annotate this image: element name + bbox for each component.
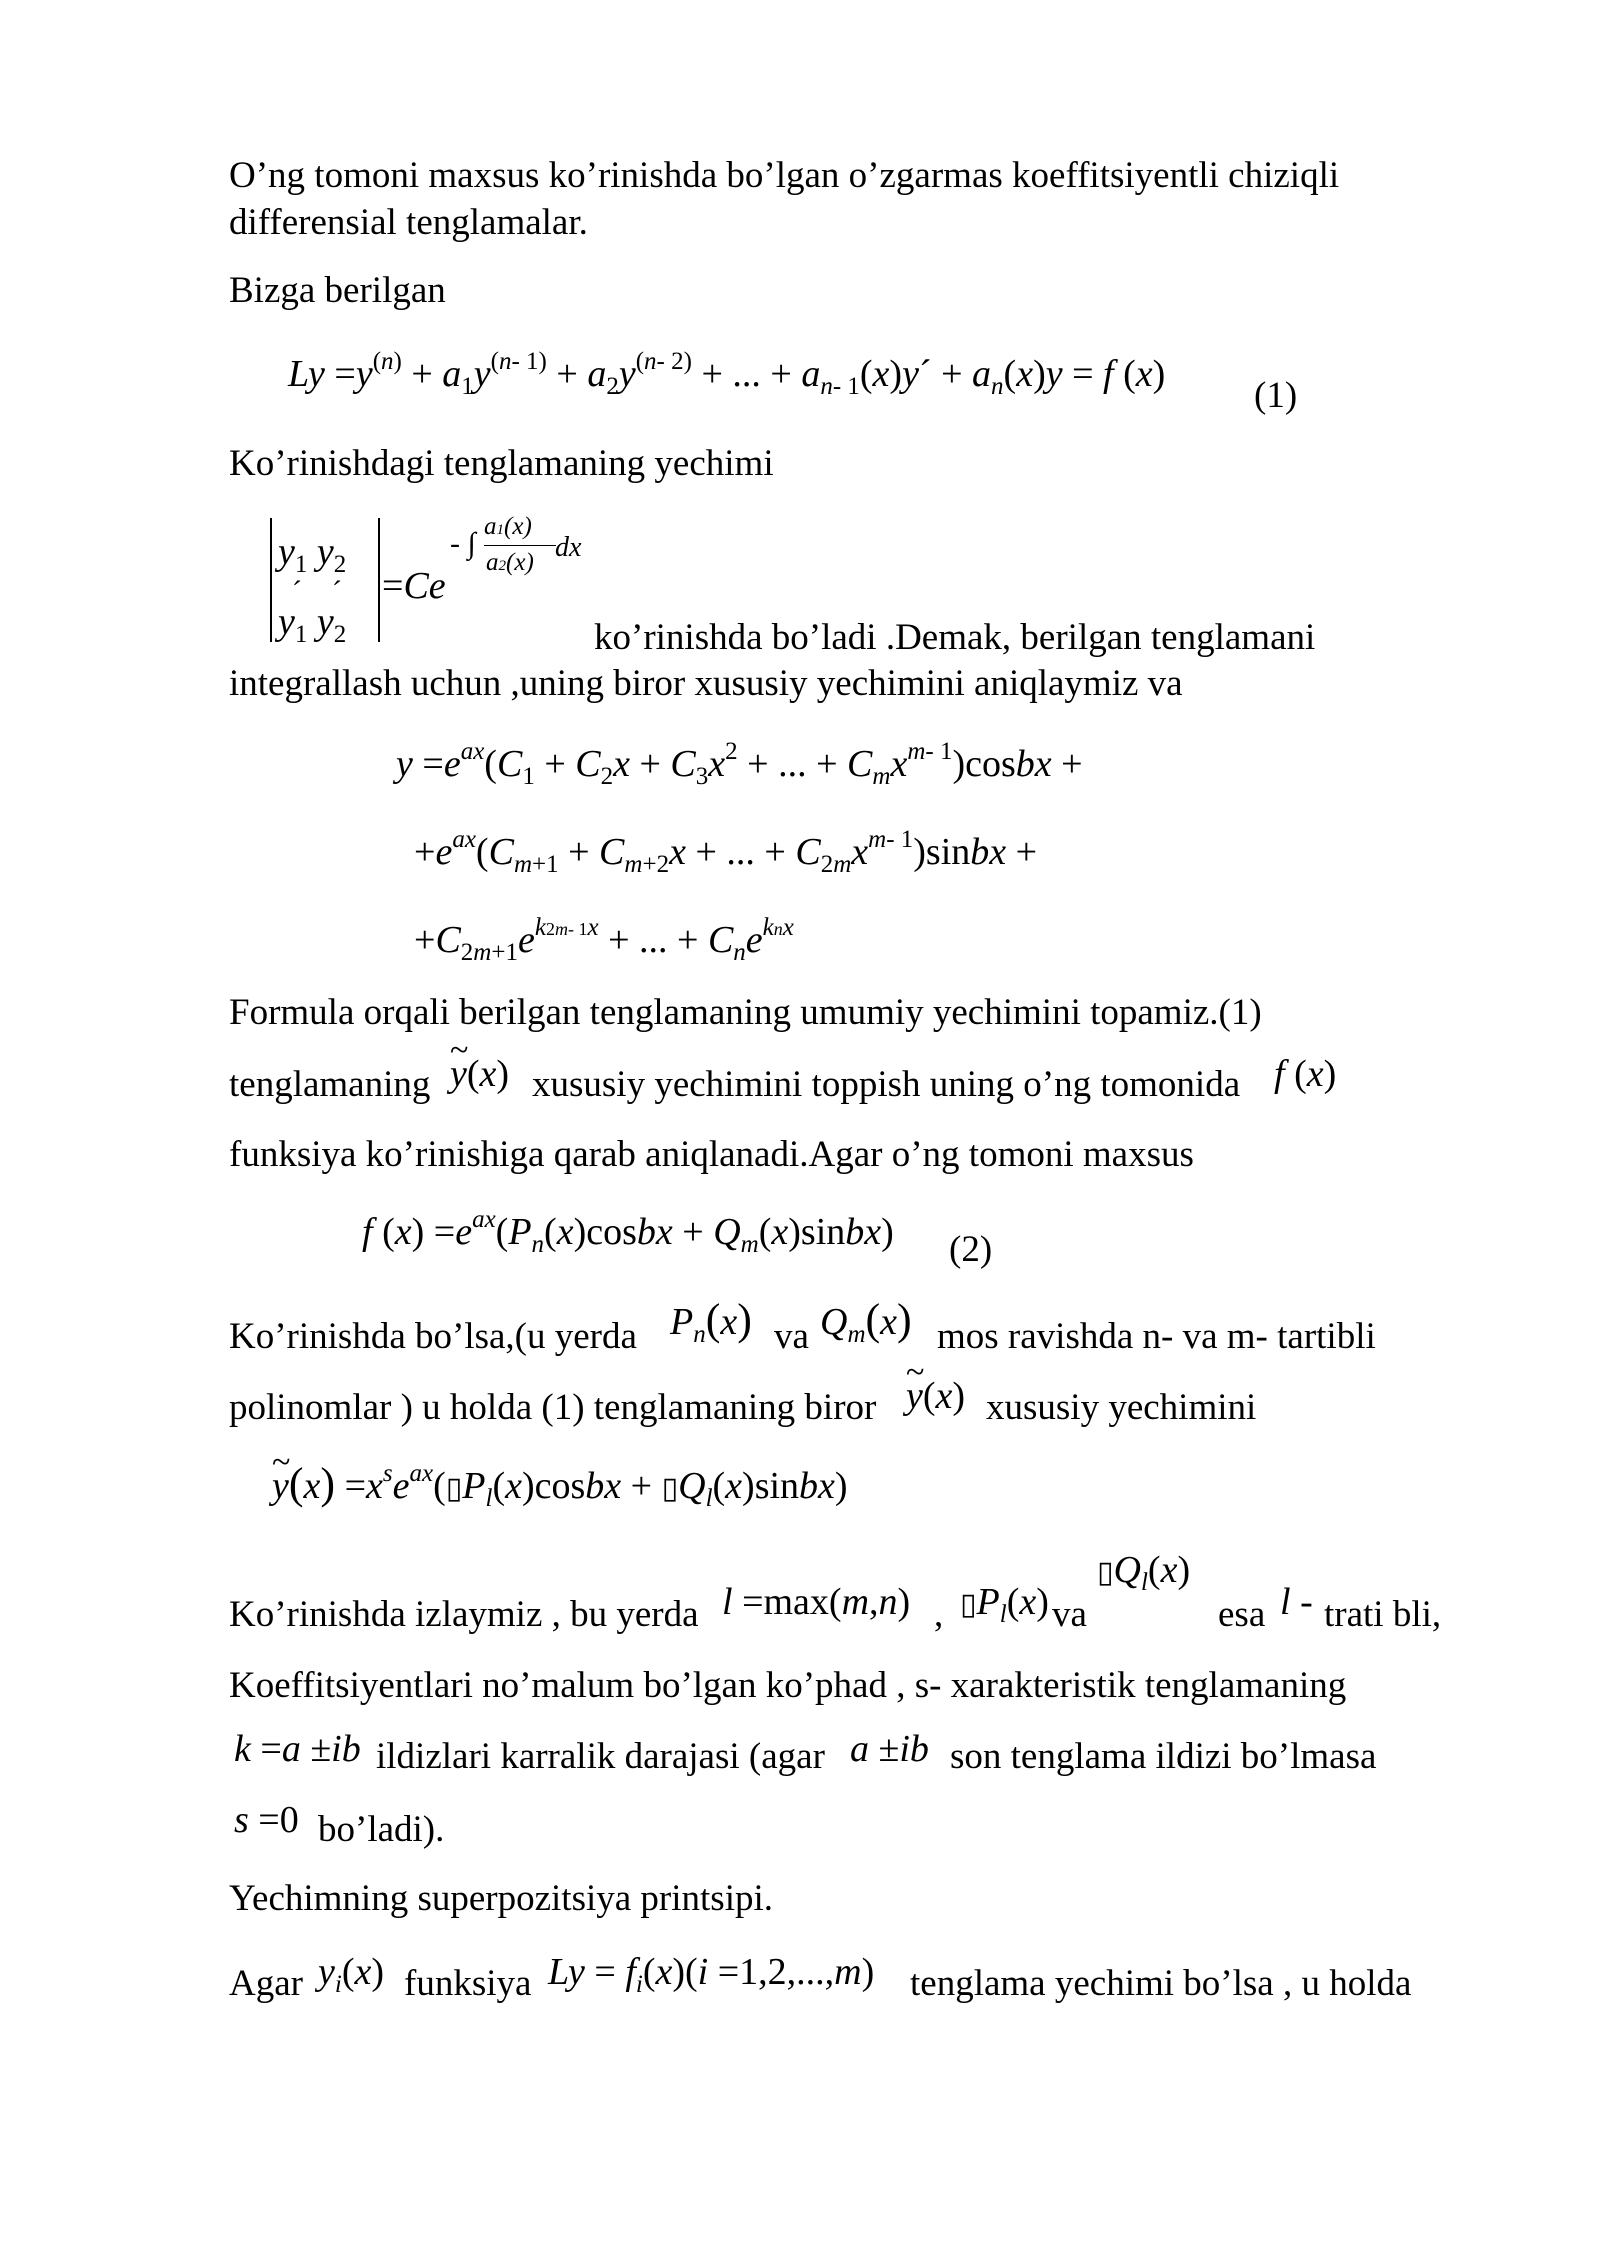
paragraph-title-line2: differensial tenglamalar. [229,202,588,243]
paragraph-seek-b: , [934,1594,944,1635]
paragraph-if-c: mos ravishda n- va m- tartibli [937,1316,1376,1357]
general-solution-line2: $+e^{ax}(C_{m+1} + C_{m+2}x$ + ... + $C_{2m}x^{m- 1})sinbx$ + [414,826,1038,878]
paragraph-seek-c: va [1052,1594,1087,1635]
paragraph-seek-e: trati bli, [1324,1594,1442,1635]
paragraph-superposition-a: Agar [229,1963,303,2004]
paragraph-formula: Formula orqali berilgan tenglamaning umumiy yechimini topamiz.(1) [229,992,1262,1033]
determinant-primes: ´ ´ [292,575,342,608]
paragraph-polynomials-b: xususiy yechimini [986,1387,1257,1428]
paragraph-title-line1: O’ng tomoni maxsus ko’rinishda bo’lgan o’zgarmas koeffitsiyentli chiziqli [229,155,1340,196]
paragraph-roots-b: son tenglama ildizi bo’lmasa [950,1736,1377,1777]
section-heading-superposition: Yechimning superpozitsiya printsipi. [229,1878,774,1919]
equation-1: $Ly =y^{(n)} + a_1y^{(n- 1)} + a_2y^{(n- 2)}$ + ... + $a_{n- 1}(x)y´ + a_n(x)y = f$ (x) [288,348,1166,400]
polynomial-P-tilde-symbol: $▯P_l(x)$ [960,1581,1049,1628]
determinant-row2: $y_1$ $y_2$ [278,601,347,648]
polynomial-P-symbol: $P_n(x)$ [670,1295,752,1348]
paragraph-if-a: Ko’rinishda bo’lsa,(u yerda [229,1316,637,1357]
polynomial-Q-symbol: $Q_m(x)$ [820,1295,912,1348]
l-max-formula: l =max(m,n) [722,1581,911,1623]
particular-solution-symbol-2: ~ y(x) [906,1372,965,1420]
paragraph-particular-a: tenglamaning [229,1064,431,1105]
general-solution-line3: $+C_{2m+1}e^{k2m- 1x}$ + ... + $C_ne^{knx}$ [414,914,794,966]
exponent-minus-integral: - ∫ [450,527,476,560]
paragraph-roots-a: ildizlari karralik darajasi (agar [376,1736,825,1777]
paragraph-thus-line1: ko’rinishda bo’ladi .Demak, berilgan tenglamani [594,617,1316,658]
general-solution-line1: $y =e^{ax}(C_1 + C_2x + C_3x^2$ + ... + $C_mx^{m- 1})cosbx$ + [396,738,1083,790]
paragraph-polynomials-a: polinomlar ) u holda (1) tenglamaning biror [229,1387,877,1428]
exponent-fraction: a1(x) a2(x) [484,512,532,545]
l-symbol: l - [1280,1581,1313,1623]
paragraph-seek-d: esa [1218,1594,1266,1635]
polynomial-Q-tilde-symbol: $▯Q_l(x)$ [1097,1549,1191,1596]
paragraph-particular-b: xususiy yechimini toppish uning o’ng tomonida [532,1064,1241,1105]
root-expression: a ±ib [850,1728,929,1770]
particular-solution-formula: ~ $y(x) =x^se^{ax}(▯P_l(x)cosbx$ + $▯Q_l(x)sinbx$) [272,1460,848,1513]
paragraph-seek-a: Ko’rinishda izlaymiz , bu yerda [229,1594,699,1635]
paragraph-superposition-c: tenglama yechimi bo’lsa , u holda [910,1963,1412,2004]
particular-solution-symbol: ~ y(x) [450,1050,509,1098]
paragraph-thus-line2: integrallash uchun ,uning biror xususiy yechimini aniqlaymiz va [229,663,1183,704]
wronskian-rhs: =Ce [382,565,446,607]
s-zero-formula: s =0 [234,1799,299,1841]
paragraph-depends: funksiya ko’rinishiga qarab aniqlanadi.Agar o’ng tomoni maxsus [229,1134,1194,1175]
equation-1-label: (1) [1254,375,1298,416]
paragraph-if-b: va [774,1316,809,1357]
determinant-row1: $y_1$ $y_2$ [278,531,347,578]
paragraph-coefficients: Koeffitsiyentlari no’malum bo’lgan ko’phad , s- xarakteristik tenglamaning [229,1665,1347,1706]
superposition-equation: $Ly = f_i(x)(i =1,2,...,m)$ [548,1951,875,1998]
paragraph-given: Bizga berilgan [229,270,446,311]
root-formula: k =a ±ib [234,1728,361,1770]
paragraph-solution-form: Ko’rinishdagi tenglamaning yechimi [229,443,774,484]
paragraph-is: bo’ladi). [318,1809,445,1850]
equation-2: f $(x) =e^{ax}(P_n(x)cosbx$ + $Q_m(x)sinbx$) [362,1206,894,1258]
function-f-symbol: f (x) [1274,1053,1337,1095]
equation-2-label: (2) [949,1229,993,1270]
paragraph-superposition-b: funksiya [404,1963,532,2004]
exponent-dx: dx [555,532,582,563]
yi-symbol: $y_i(x)$ [318,1951,385,1998]
